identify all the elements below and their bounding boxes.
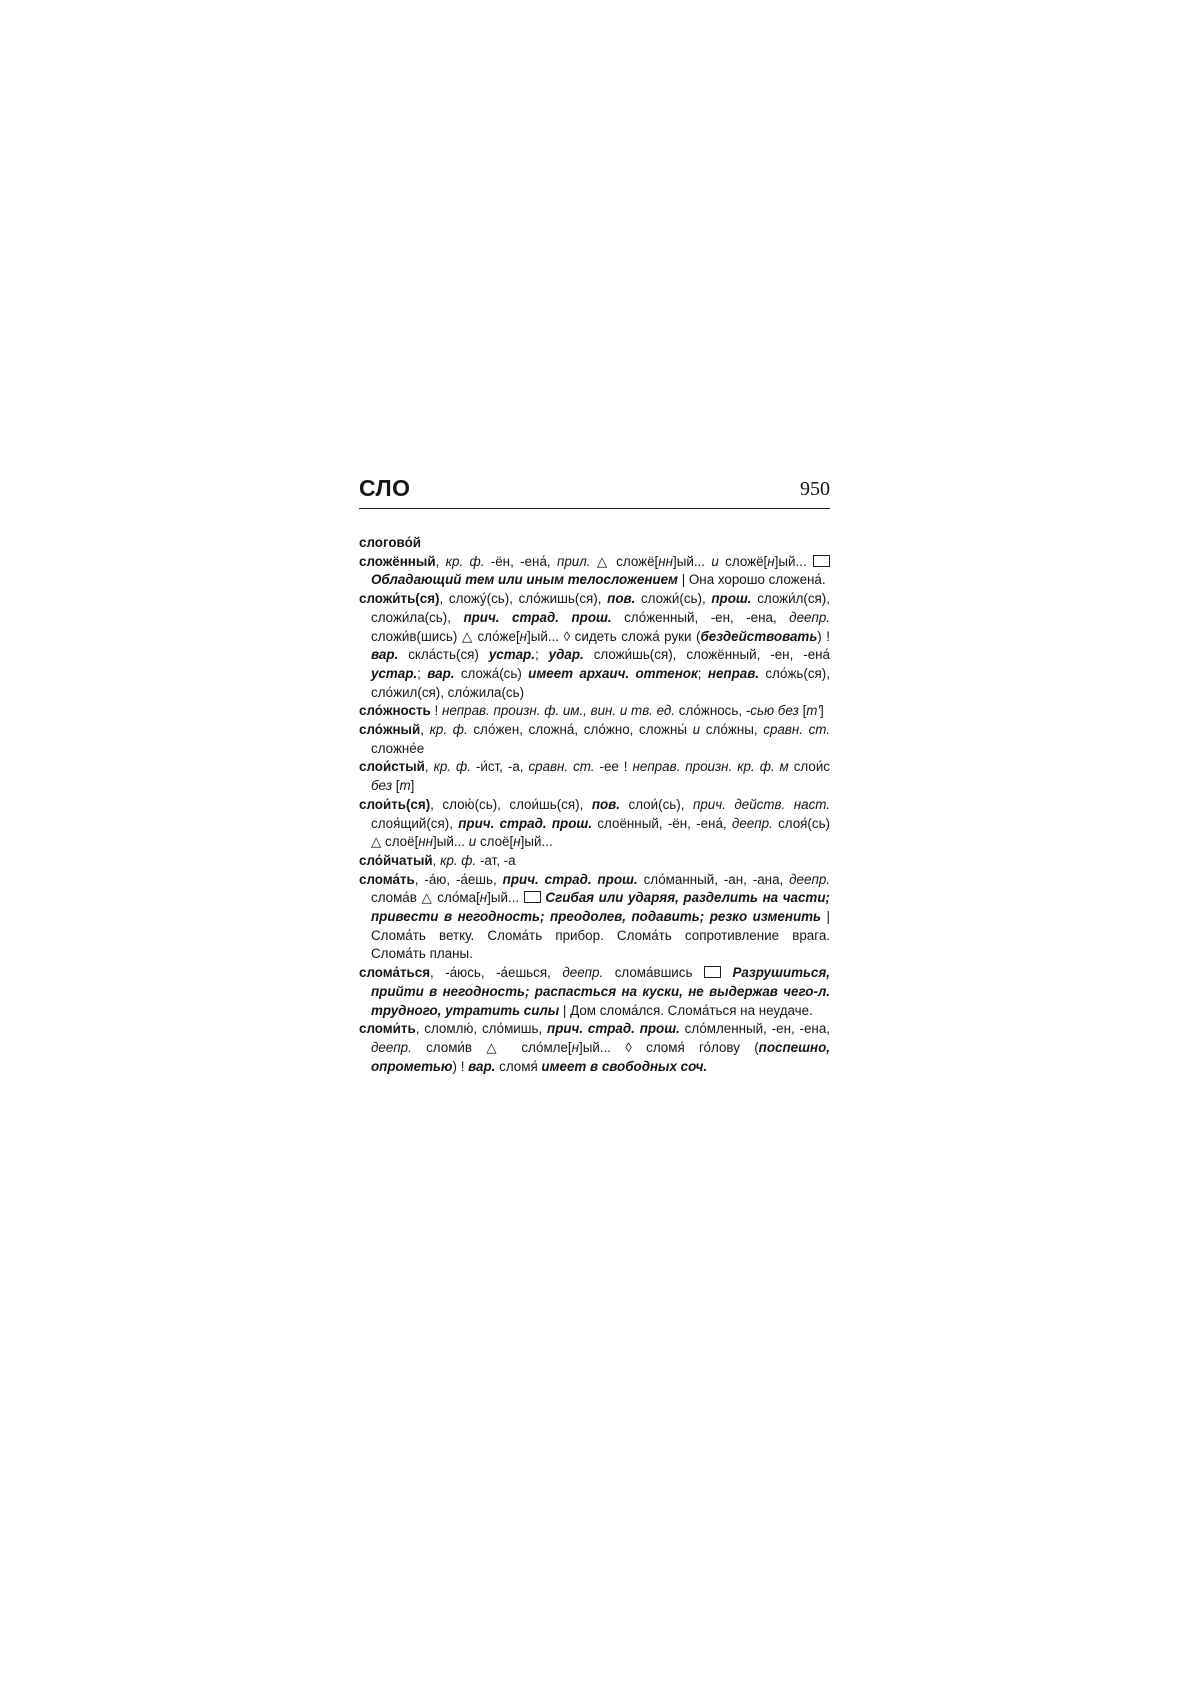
entry-text: сло́жны, [700,722,764,738]
entry-label: кр. ф. [440,852,477,868]
entry-text: , сложу́(сь), сло́жишь(ся), [439,591,608,607]
entry-label: прич. страд. прош. [547,1021,680,1037]
entry-text: ]ый... [774,553,813,569]
entry-text: -и́ст, -а, [470,759,529,775]
guide-word: СЛО [359,475,411,501]
entry-label: кр. ф. [433,759,471,775]
entry-headword: слои́ть(ся) [359,796,431,812]
entry-text: ]ый... ◊ сломя́ го́лову ( [579,1039,759,1055]
dictionary-entry [359,590,830,702]
entry-text: , -а́ю, -а́ешь, [414,871,503,887]
entry-headword: слома́ться [359,965,431,981]
entry-text: ; [534,647,549,663]
entry-label: неправ. [707,665,760,681]
entry-label: вар. [371,647,399,663]
entry-text: ] [820,703,824,719]
entry-label: нн [658,553,674,569]
entry-label: н [767,553,775,569]
entry-label: н [479,890,488,906]
entry-headword: сломи́ть [359,1021,416,1037]
entry-label: и [692,722,701,738]
entry-text: сложи́л(ся), сложи́ла(сь), [371,591,830,625]
entry-label: прош. [711,591,752,607]
entry-label: сравн. ст. [528,759,595,775]
entry-text: слои́(сь), [620,796,693,812]
entry-text: слоё[ [476,834,514,850]
entry-label: н [571,1039,580,1055]
entry-text: , [424,759,434,775]
entry-text: | Дом слома́лся. Слома́ться на неудаче. [559,1002,813,1018]
entry-text: , -а́юсь, -а́ешься, [430,965,563,981]
entry-label: т' [806,703,821,719]
dictionary-entry [359,758,830,795]
entry-text: сло́мленный, -ен, -ена, [679,1021,830,1037]
dictionary-entry [359,553,830,590]
entry-label: нн [418,834,434,850]
dictionary-entry [359,534,830,553]
entry-text: ! [430,703,442,719]
entry-text: ) ! [817,628,830,644]
entry-text: скла́сть(ся) [398,647,489,663]
entry-headword: слои́стый [359,759,425,775]
entry-label: и [468,834,477,850]
entry-text: сложи́шь(ся), сложённый, -ен, -ена́ [583,647,830,663]
entry-text: ]ый... [520,834,553,850]
entry-label: кр. ф. [429,722,468,738]
entry-label: имеет в свободных соч. [541,1058,708,1074]
entry-list [359,534,830,1076]
entry-label: сравн. ст. [763,722,831,738]
entry-text: -ее ! [594,759,633,775]
entry-text: [ [798,703,807,719]
entry-label: поспешно, опрометью [371,1039,830,1074]
entry-text: слома́вшись [603,965,704,981]
entry-label: Разрушиться, прийти в негодность; распасться на куски, не выдержав чего-л. трудного, утратить силы [371,965,830,1018]
entry-label: деепр. [789,609,831,625]
definition-box-icon [524,891,541,903]
entry-text: сломи́в △ сло́мле[ [411,1039,572,1055]
entry-label: -сью без [745,703,799,719]
entry-label: Сгибая или ударяя, разделить на части; привести в негодность; преодолев, подавить; резко изменить [371,890,830,925]
entry-label: н [513,834,521,850]
entry-text: , [435,553,446,569]
entry-label: н [519,628,528,644]
entry-label: кр. ф. [445,553,485,569]
entry-text: [ [392,778,400,794]
entry-label: прил. [556,553,591,569]
entry-label: без [371,778,393,794]
page-number: 950 [800,478,830,500]
entry-text: слоя́(сь) △ слоё[ [371,815,831,850]
entry-text: ] [410,778,415,794]
entry-label: Обладающий тем или иным телосложением [371,572,678,588]
entry-label: устар. [371,665,418,681]
entry-headword: сло́жность [359,703,431,719]
entry-headword: сло́йчатый [359,852,433,868]
entry-text: ) ! [452,1058,469,1074]
running-head [359,475,830,509]
entry-label: пов. [607,591,636,607]
entry-text: △ сложё[ [590,553,659,569]
entry-label: удар. [548,647,584,663]
entry-label: бездействовать [700,628,818,644]
entry-text: сложи́в(шись) △ сло́же[ [371,628,520,644]
entry-label: деепр. [371,1039,412,1055]
entry-text: , слою́(сь), слои́шь(ся), [430,796,592,812]
entry-text: , [420,722,430,738]
entry-headword: сложи́ть(ся) [359,591,440,607]
entry-text [721,965,733,980]
entry-label: имеет архаич. оттенок [528,665,698,681]
entry-text: сложне́е [371,740,425,756]
dictionary-entry [359,852,830,871]
entry-label: прич. страд. прош. [458,815,593,831]
entry-text: | Слома́ть ветку. Слома́ть прибор. Слома́ть сопротивление врага. Слома́ть планы. [371,909,830,962]
entry-text: , сломлю́, сло́мишь, [415,1021,548,1037]
entry-label: неправ. произн. ф. им., вин. и тв. ед. [441,703,676,719]
entry-text: ]ый... [433,834,469,850]
dictionary-entry [359,1020,830,1076]
entry-text: -ён, -ена́, [484,553,557,569]
entry-label: вар. [468,1058,496,1074]
entry-text: сло́жь(ся), сло́жил(ся), сло́жила(сь) [371,665,830,700]
entry-label: прич. действ. наст. [692,796,831,812]
entry-text: -ат, -а [476,852,516,868]
dictionary-entry [359,721,830,758]
entry-text: сло́жнось, [675,703,746,719]
entry-headword: сложённый [359,553,436,569]
entry-label: вар. [427,665,455,681]
entry-text: ; [697,665,708,681]
entry-text: сложа́(сь) [454,665,529,681]
dictionary-page [359,475,831,1076]
entry-text: сложи́(сь), [635,591,712,607]
entry-text: | Она хорошо сложена́. [677,572,826,588]
entry-label: прич. страд. прош. [463,609,612,625]
dictionary-entry [359,871,830,965]
entry-label: деепр. [789,871,830,887]
entry-text: сло́женный, -ен, -ена, [611,609,790,625]
entry-label: т [399,778,411,794]
dictionary-entry [359,964,830,1020]
entry-text: , [432,852,441,868]
dictionary-entry [359,796,830,852]
entry-text: сло́манный, -ан, -ана, [637,871,790,887]
definition-box-icon [704,966,721,978]
entry-text: слоя́щий(ся), [371,815,459,831]
entry-headword: слома́ть [359,871,415,887]
entry-text: ]ый... [487,890,524,906]
entry-text: слома́в △ сло́ма[ [371,890,480,906]
entry-headword: слогово́й [359,535,422,550]
entry-text: ]ый... ◊ сидеть сложа́ руки ( [527,628,701,644]
entry-label: неправ. произн. кр. ф. м [632,759,789,775]
definition-box-icon [813,555,830,567]
entry-text: слоённый, -ён, -ена́, [592,815,732,831]
entry-text: ]ый... [673,553,712,569]
entry-label: прич. страд. прош. [502,871,638,887]
entry-label: деепр. [562,965,604,981]
entry-label: деепр. [731,815,773,831]
entry-text: сломя́ [495,1058,542,1074]
entry-text: сложё[ [718,553,768,569]
entry-text: слои́с [788,759,830,775]
entry-headword: сло́жный [359,722,421,738]
entry-text: ; [417,665,428,681]
entry-label: устар. [488,647,535,663]
entry-label: и [711,553,719,569]
entry-text: сло́жен, сложна́, сло́жно, сложны́ [467,722,693,738]
entry-label: пов. [591,796,620,812]
dictionary-entry [359,702,830,721]
